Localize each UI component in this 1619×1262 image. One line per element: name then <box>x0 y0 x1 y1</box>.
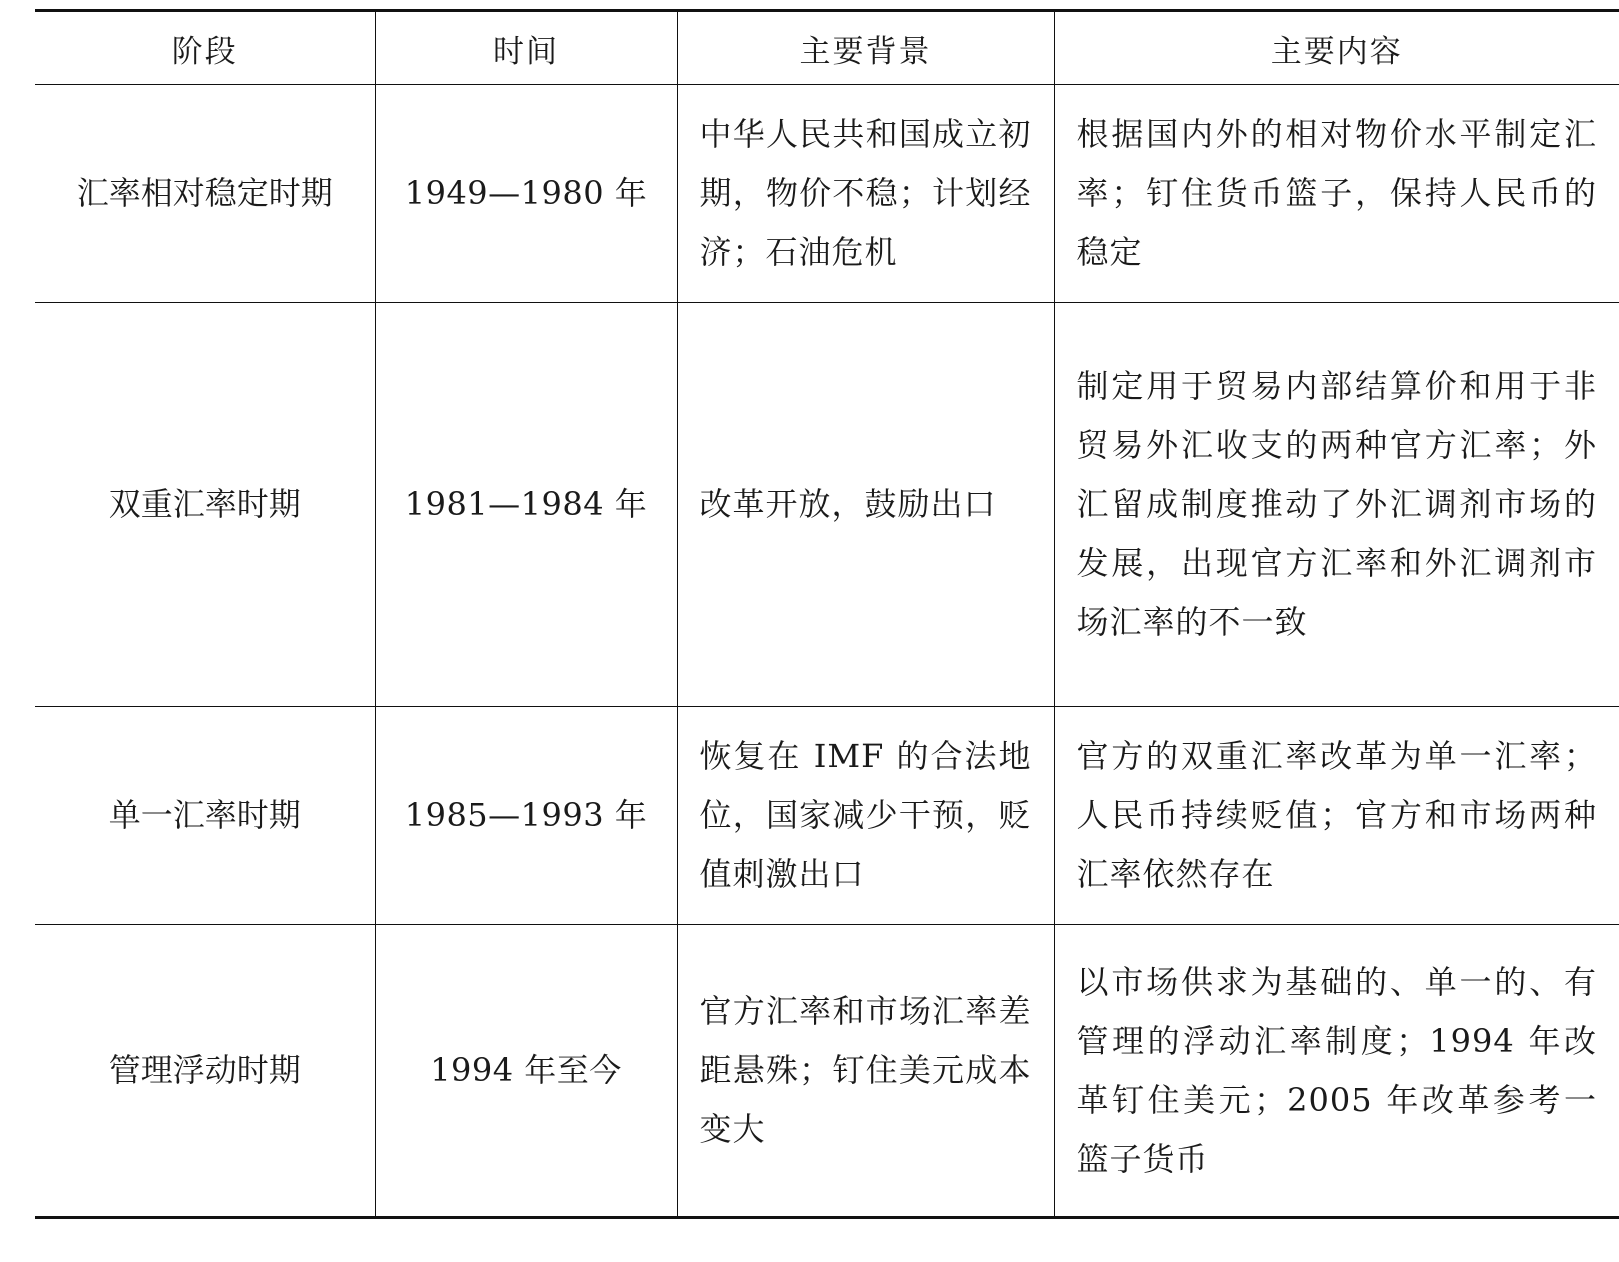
table-row <box>35 925 1619 1218</box>
period-cell: 1981—1984 年 <box>375 303 677 707</box>
content-cell: 根据国内外的相对物价水平制定汇率；钉住货币篮子，保持人民币的稳定 <box>1054 85 1619 303</box>
table-row <box>35 707 1619 925</box>
background-cell: 官方汇率和市场汇率差距悬殊；钉住美元成本变大 <box>677 925 1054 1218</box>
exchange-rate-stages-table <box>35 9 1619 1219</box>
header-content: 主要内容 <box>1054 11 1619 85</box>
background-cell: 中华人民共和国成立初期，物价不稳；计划经济；石油危机 <box>677 85 1054 303</box>
table-body <box>35 85 1619 1218</box>
period-cell: 1985—1993 年 <box>375 707 677 925</box>
header-period: 时间 <box>375 11 677 85</box>
period-cell: 1949—1980 年 <box>375 85 677 303</box>
table-header <box>35 11 1619 85</box>
stage-cell: 单一汇率时期 <box>35 707 375 925</box>
stage-cell: 汇率相对稳定时期 <box>35 85 375 303</box>
table-row <box>35 303 1619 707</box>
content-cell: 以市场供求为基础的、单一的、有管理的浮动汇率制度；1994 年改革钉住美元；2005 年改革参考一篮子货币 <box>1054 925 1619 1218</box>
stage-cell: 双重汇率时期 <box>35 303 375 707</box>
background-cell: 改革开放，鼓励出口 <box>677 303 1054 707</box>
period-cell: 1994 年至今 <box>375 925 677 1218</box>
table-row <box>35 85 1619 303</box>
background-cell: 恢复在 IMF 的合法地位，国家减少干预，贬值刺激出口 <box>677 707 1054 925</box>
stage-cell: 管理浮动时期 <box>35 925 375 1218</box>
header-row <box>35 11 1619 85</box>
content-cell: 制定用于贸易内部结算价和用于非贸易外汇收支的两种官方汇率；外汇留成制度推动了外汇调剂市场的发展，出现官方汇率和外汇调剂市场汇率的不一致 <box>1054 303 1619 707</box>
header-background: 主要背景 <box>677 11 1054 85</box>
header-stage: 阶段 <box>35 11 375 85</box>
content-cell: 官方的双重汇率改革为单一汇率；人民币持续贬值；官方和市场两种汇率依然存在 <box>1054 707 1619 925</box>
